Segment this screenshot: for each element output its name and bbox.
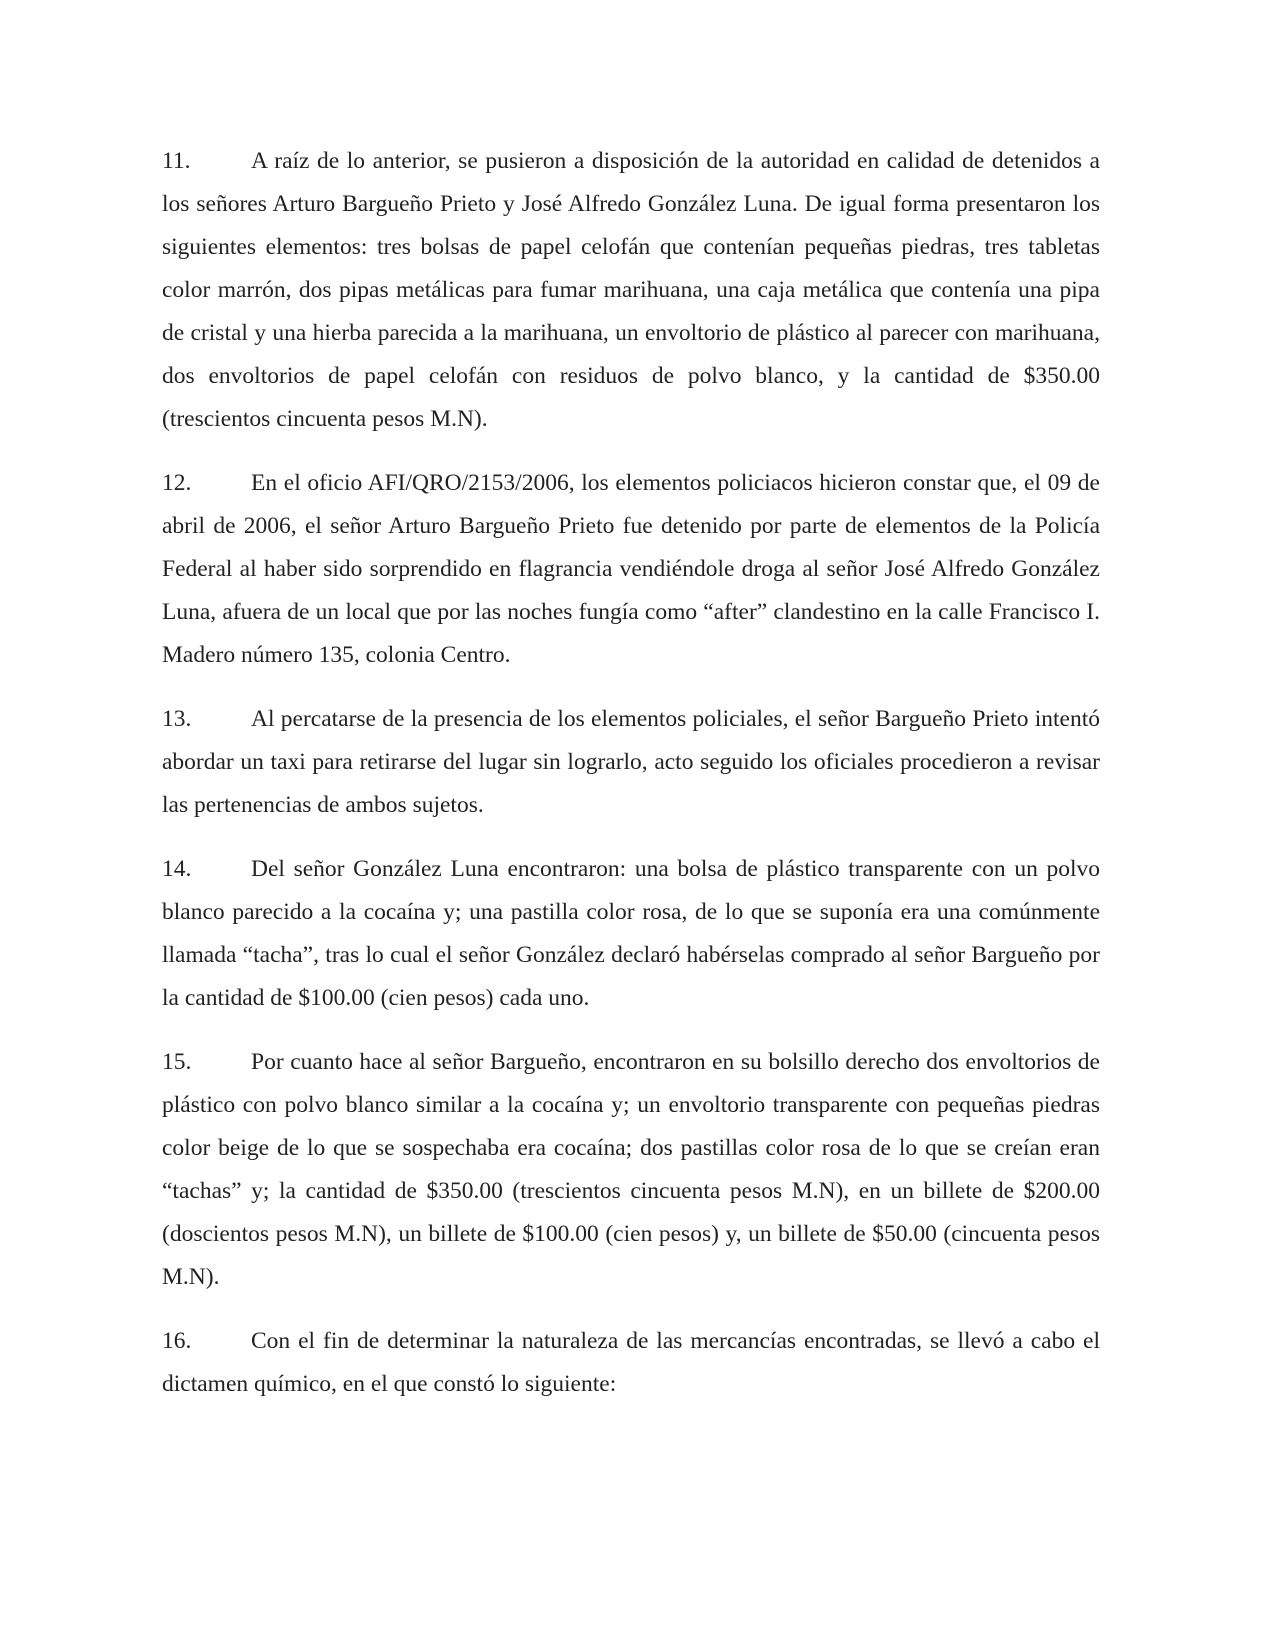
paragraph-16 xyxy=(162,1320,1100,1406)
document-body xyxy=(162,140,1100,1427)
paragraph-text: Con el fin de determinar la naturaleza de las mercancías encontradas, se llevó a cabo el dictamen químico, en el que constó lo siguiente: xyxy=(162,1328,1100,1397)
paragraph-15 xyxy=(162,1041,1100,1299)
paragraph-12 xyxy=(162,462,1100,677)
paragraph-14 xyxy=(162,848,1100,1020)
paragraph-11 xyxy=(162,140,1100,441)
paragraph-number: 16. xyxy=(162,1328,192,1354)
paragraph-text: A raíz de lo anterior, se pusieron a disposición de la autoridad en calidad de detenidos a los señores Arturo Bargueño Prieto y José Alfredo González Luna. De igual forma presentaron los siguientes elementos: tres bolsas de papel celofán que contenían pequeñas piedras, tres tabletas color marrón, dos pipas metálicas para fumar marihuana, una caja metálica que contenía una pipa de cristal y una hierba parecida a la marihuana, un envoltorio de plástico al parecer con marihuana, dos envoltorios de papel celofán con residuos de polvo blanco, y la cantidad de $350.00 (trescientos cincuenta pesos M.N). xyxy=(162,148,1100,432)
paragraph-13 xyxy=(162,698,1100,827)
paragraph-text: En el oficio AFI/QRO/2153/2006, los elementos policiacos hicieron constar que, el 09 de abril de 2006, el señor Arturo Bargueño Prieto fue detenido por parte de elementos de la Policía Federal al haber sido sorprendido en flagrancia vendiéndole droga al señor José Alfredo González Luna, afuera de un local que por las noches fungía como “after” clandestino en la calle Francisco I. Madero número 135, colonia Centro. xyxy=(162,470,1100,668)
paragraph-number: 11. xyxy=(162,148,191,174)
paragraph-number: 13. xyxy=(162,706,192,732)
paragraph-number: 15. xyxy=(162,1049,192,1075)
paragraph-text: Por cuanto hace al señor Bargueño, encontraron en su bolsillo derecho dos envoltorios de plástico con polvo blanco similar a la cocaína y; un envoltorio transparente con pequeñas piedras color beige de lo que se sospechaba era cocaína; dos pastillas color rosa de lo que se creían eran “tachas” y; la cantidad de $350.00 (trescientos cincuenta pesos M.N), en un billete de $200.00 (doscientos pesos M.N), un billete de $100.00 (cien pesos) y, un billete de $50.00 (cincuenta pesos M.N). xyxy=(162,1049,1100,1290)
paragraph-text: Del señor González Luna encontraron: una bolsa de plástico transparente con un polvo blanco parecido a la cocaína y; una pastilla color rosa, de lo que se suponía era una comúnmente llamada “tacha”, tras lo cual el señor González declaró habérselas comprado al señor Bargueño por la cantidad de $100.00 (cien pesos) cada uno. xyxy=(162,856,1100,1011)
paragraph-number: 12. xyxy=(162,470,192,496)
paragraph-number: 14. xyxy=(162,856,192,882)
paragraph-text: Al percatarse de la presencia de los elementos policiales, el señor Bargueño Prieto intentó abordar un taxi para retirarse del lugar sin lograrlo, acto seguido los oficiales procedieron a revisar las pertenencias de ambos sujetos. xyxy=(162,706,1100,818)
